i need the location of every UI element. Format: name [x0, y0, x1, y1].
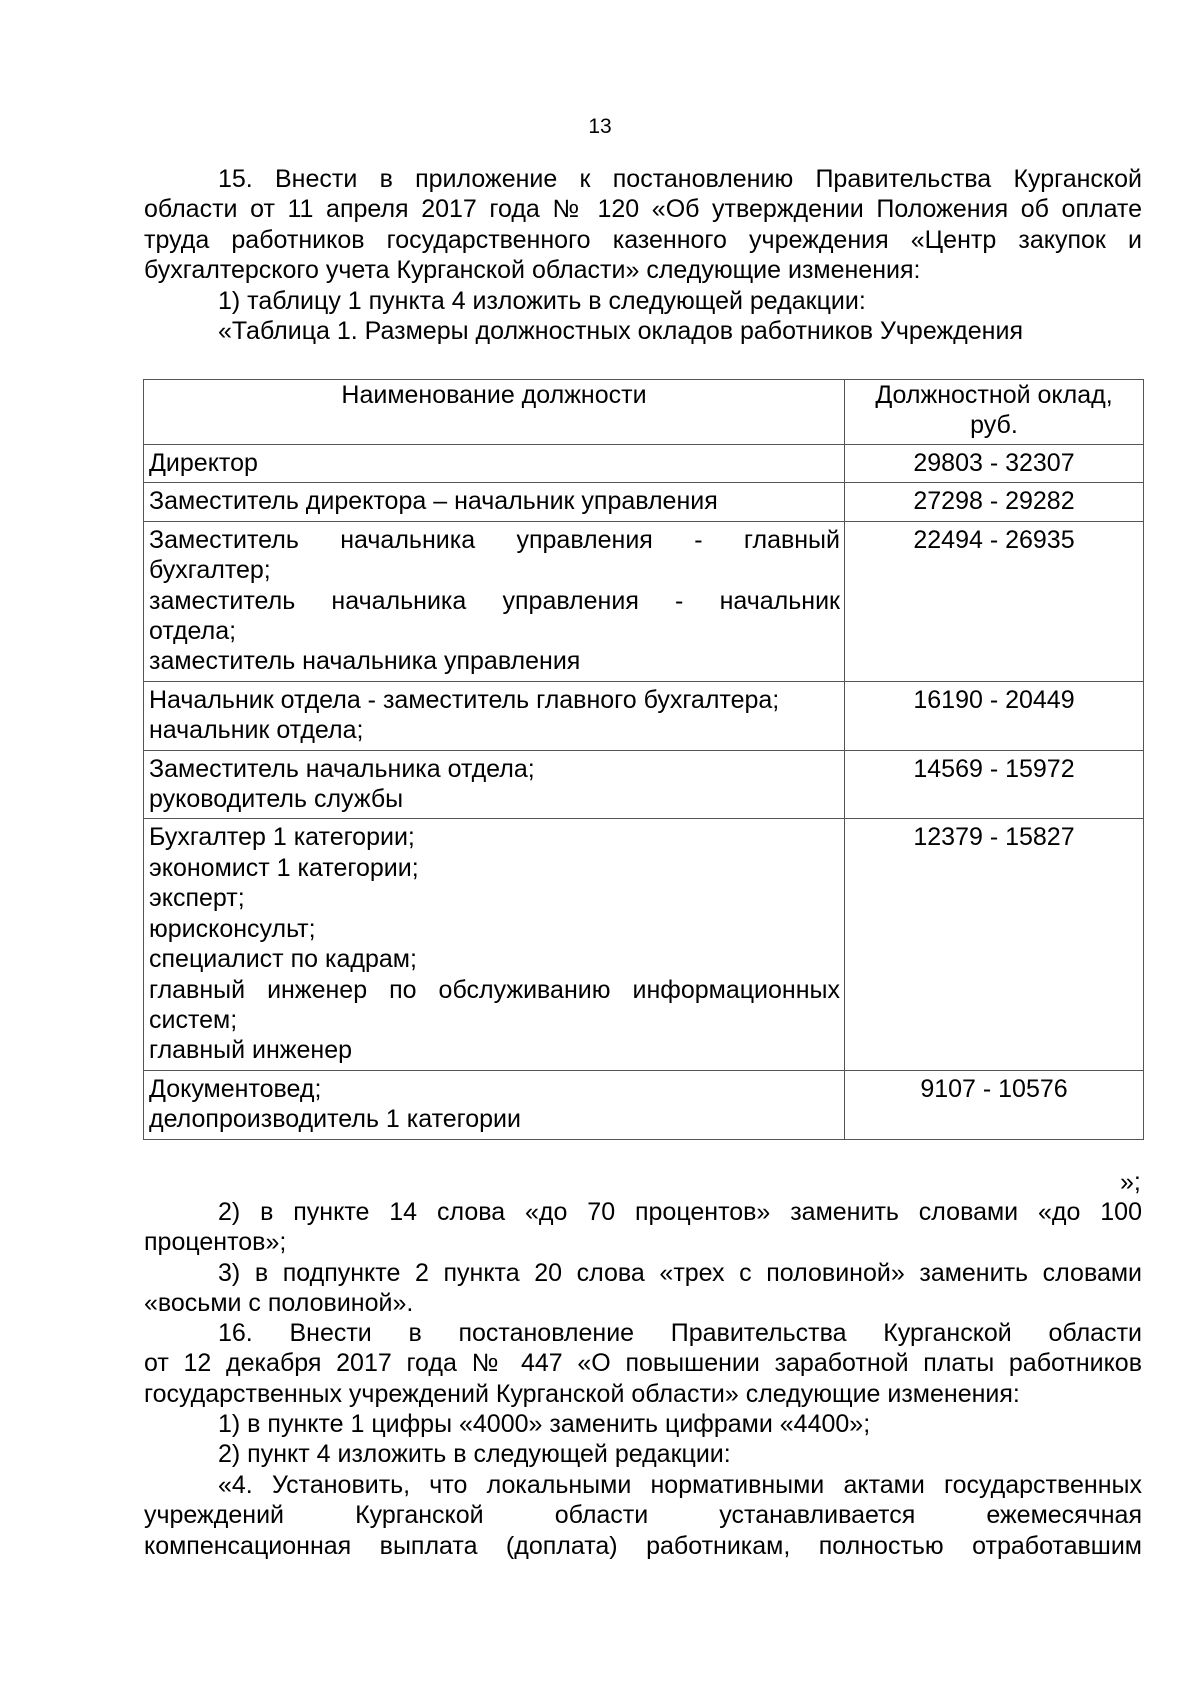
paragraph-16 [144, 1318, 1142, 1409]
position-line: Заместитель начальника отдела; [149, 754, 535, 783]
table-row [144, 445, 1144, 483]
para16-line: 16. Внести в постановление Правительства Курганской области [218, 1319, 1142, 1347]
header-position: Наименование должности [144, 380, 845, 445]
item1-text: 1) таблицу 1 пункта 4 изложить в следующей редакции: [218, 287, 866, 315]
position-line: главный инженер по обслуживанию информационных [149, 975, 840, 1004]
item3-line: «восьми с половиной». [144, 1289, 414, 1318]
table-row [144, 819, 1144, 1070]
position-line: отдела; [149, 617, 237, 646]
position-cell [144, 681, 845, 750]
salary-cell: 27298 - 29282 [845, 483, 1144, 521]
table-row [144, 750, 1144, 819]
position-line: делопроизводитель 1 категории [149, 1105, 521, 1134]
table-row [144, 681, 1144, 750]
p16-items [144, 1409, 1142, 1470]
table-header-row [144, 380, 1144, 445]
position-line: систем; [149, 1005, 238, 1034]
position-line: Бухгалтер 1 категории; [149, 823, 415, 852]
position-cell [144, 1070, 845, 1139]
salary-cell: 29803 - 32307 [845, 445, 1144, 483]
intro-line: области от 11 апреля 2017 года № 120 «Об утверждении Положения об оплате [144, 195, 1142, 224]
intro-line: 15. Внести в приложение к постановлению Правительства Курганской [218, 165, 1142, 193]
salary-cell: 14569 - 15972 [845, 750, 1144, 819]
salary-cell: 16190 - 20449 [845, 681, 1144, 750]
table-row [144, 521, 1144, 681]
header-salary [845, 380, 1144, 445]
position-line: бухгалтер; [149, 556, 271, 585]
salary-cell: 9107 - 10576 [845, 1070, 1144, 1139]
position-line: специалист по кадрам; [149, 945, 417, 974]
position-cell [144, 445, 845, 483]
table-row [144, 1070, 1144, 1139]
item3-block [144, 1258, 1142, 1319]
position-line: заместитель начальника управления - начальник [149, 586, 840, 615]
page-number: 13 [588, 115, 612, 138]
quote-end: »; [1120, 1168, 1141, 1196]
p16-item4-line: компенсационная выплата (доплата) работникам, полностью отработавшим [144, 1531, 1142, 1560]
p16-item1: 1) в пункте 1 цифры «4000» заменить цифрами «4400»; [218, 1410, 871, 1438]
position-line: Документовед; [149, 1074, 322, 1103]
p16-item4-line: учреждений Курганской области устанавливается ежемесячная [144, 1501, 1142, 1530]
item2-line: процентов»; [144, 1228, 287, 1257]
intro-paragraph [144, 164, 1142, 286]
item3-line: 3) в подпункте 2 пункта 20 слова «трех с половиной» заменить словами [218, 1259, 1142, 1287]
item2-block [144, 1197, 1142, 1258]
header-salary-line: Должностной оклад, [875, 381, 1113, 409]
position-line: Директор [149, 449, 258, 477]
para16-line: от 12 декабря 2017 года № 447 «О повышении заработной платы работников [144, 1349, 1142, 1378]
salary-table [143, 379, 1144, 1140]
header-salary-line: руб. [970, 411, 1018, 440]
position-line: экономист 1 категории; [149, 853, 419, 882]
salary-cell: 22494 - 26935 [845, 521, 1144, 681]
position-line: эксперт; [149, 884, 245, 913]
position-line: начальник отдела; [149, 716, 364, 745]
salary-cell: 12379 - 15827 [845, 819, 1144, 1070]
intro-line: бухгалтерского учета Курганской области» следующие изменения: [144, 256, 921, 285]
table-row [144, 483, 1144, 521]
position-cell [144, 483, 845, 521]
position-cell [144, 819, 845, 1070]
item1-block [144, 286, 1142, 347]
position-line: руководитель службы [149, 785, 404, 814]
item2-line: 2) в пункте 14 слова «до 70 процентов» заменить словами «до 100 [218, 1198, 1142, 1226]
p16-item4-block [144, 1470, 1142, 1561]
p16-item4-line: «4. Установить, что локальными нормативными актами государственных [218, 1471, 1142, 1499]
position-line: юрисконсульт; [149, 914, 316, 943]
position-cell [144, 521, 845, 681]
position-line: главный инженер [149, 1036, 353, 1065]
para16-line: государственных учреждений Курганской области» следующие изменения: [144, 1379, 1020, 1408]
position-line: Заместитель директора – начальник управления [149, 487, 718, 516]
position-line: заместитель начальника управления [149, 647, 581, 676]
position-line: Заместитель начальника управления - главный [149, 525, 840, 554]
table-title: «Таблица 1. Размеры должностных окладов работников Учреждения [218, 317, 1023, 346]
p16-item2: 2) пункт 4 изложить в следующей редакции: [218, 1440, 731, 1469]
intro-line: труда работников государственного казенного учреждения «Центр закупок и [144, 225, 1142, 254]
position-cell [144, 750, 845, 819]
position-line: Начальник отдела - заместитель главного бухгалтера; [149, 685, 780, 714]
